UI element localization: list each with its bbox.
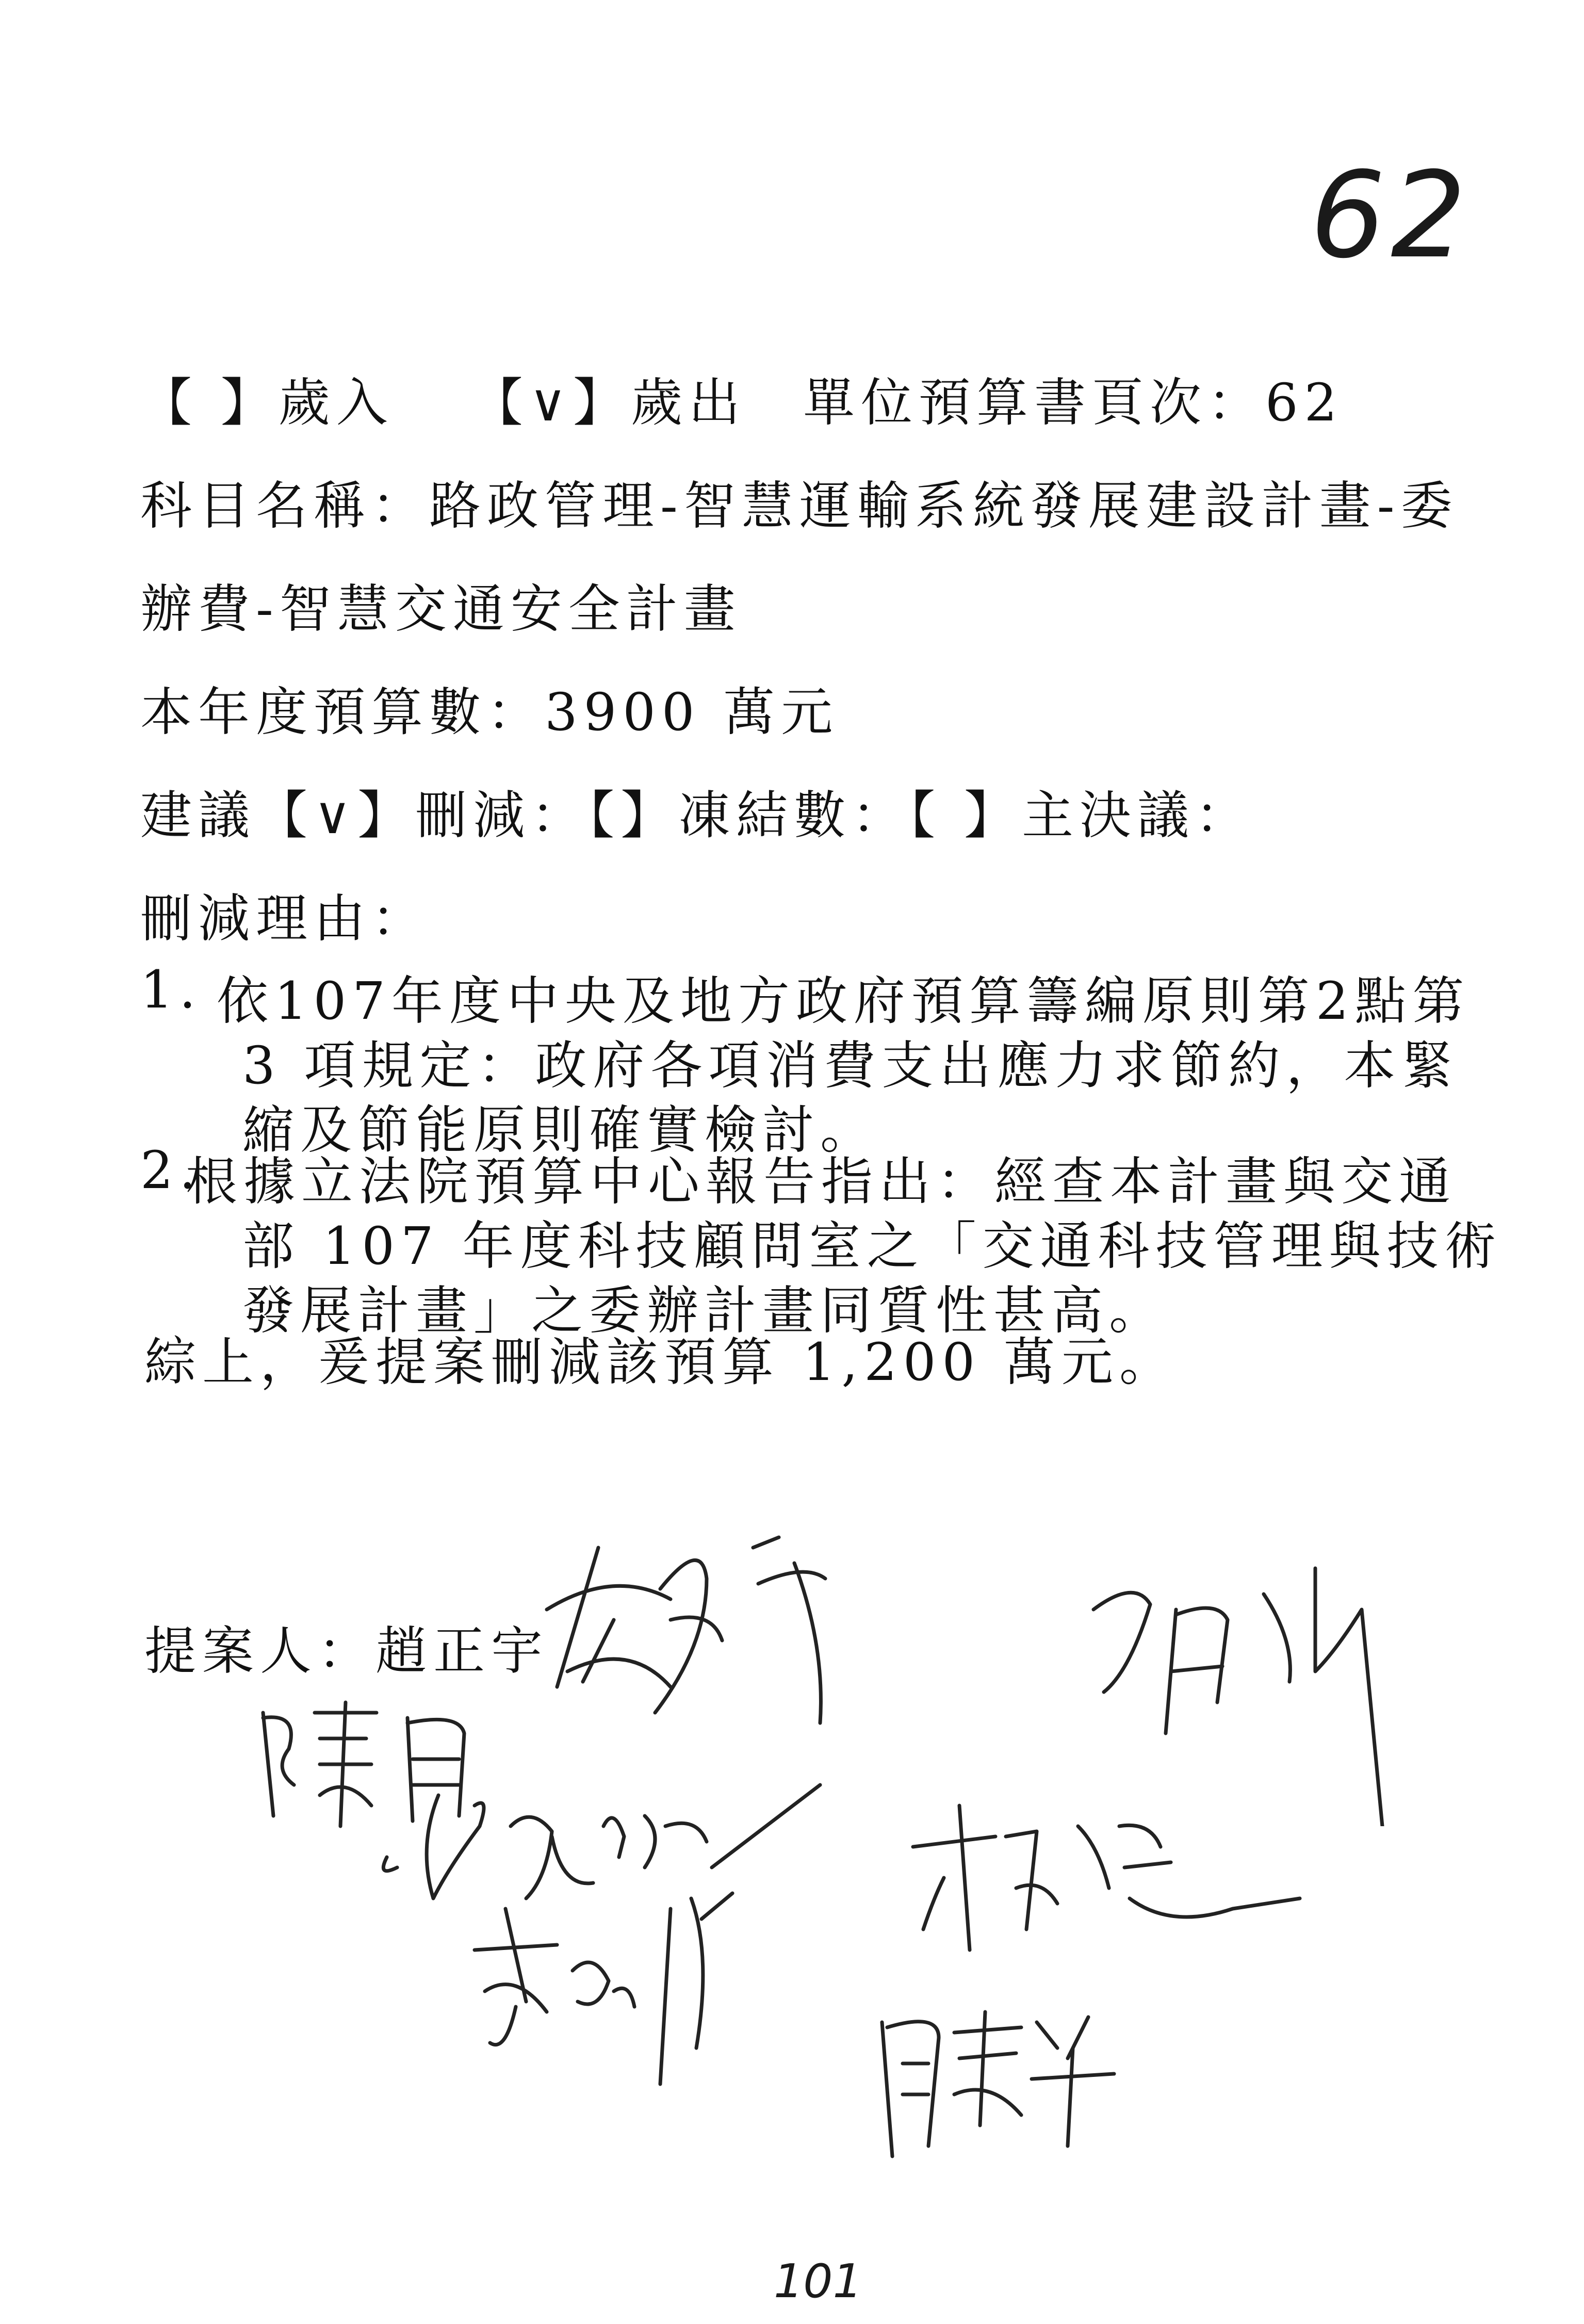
handwritten-footer-number: 101 [774,2254,862,2309]
subject-line-2: 辦費-智慧交通安全計畫 [140,579,742,639]
conclusion: 綜上，爰提案刪減該預算 1,200 萬元。 [144,1332,1177,1392]
signature-li-kunze [454,1878,743,2094]
budget-page-reference: 單位預算書頁次：62 [803,372,1344,433]
proposal-type: 建議【∨】刪減：【】凍結數：【 】主決議： [140,785,1253,846]
header-line [140,361,1343,435]
budget-amount: 本年度預算數：3900 萬元 [140,682,839,742]
reason-2-line-1: 根據立法院預算中心報告指出：經查本計畫與交通 [186,1151,1457,1212]
signature-top-right [1073,1537,1403,1826]
reasons-heading: 刪減理由： [140,888,429,949]
expenditure-checkbox-label: 【∨】歲出 [471,372,746,433]
reason-2-line-3: 發展計畫」之委辦計畫同質性甚高。 [242,1280,1167,1341]
reason-1-line-2: 3 項規定：政府各項消費支出應力求節約，本緊 [242,1035,1460,1096]
subject-line-1: 科目名稱：路政管理-智慧運輸系統發展建設計畫-委 [140,476,1459,536]
reason-1-number: 1. [140,960,202,1020]
signature-zhao-zhengyu [536,1517,867,1733]
reason-2-line-2: 部 107 年度科技顧問室之「交通科技管理與技術 [242,1216,1503,1276]
reason-1-line-3: 縮及節能原則確實檢討。 [242,1100,878,1160]
reason-2-number: 2. [140,1140,202,1200]
handwritten-page-number: 62 [1310,147,1472,285]
reason-1-line-1: 依107年度中央及地方政府預算籌編原則第2點第 [217,971,1471,1031]
revenue-checkbox-label: 【 】歲入 [140,372,394,433]
proposer: 提案人：趙正宇 [144,1621,549,1681]
signature-zhou-chunmi [872,1991,1119,2167]
signature-lower-right [903,1795,1305,1960]
